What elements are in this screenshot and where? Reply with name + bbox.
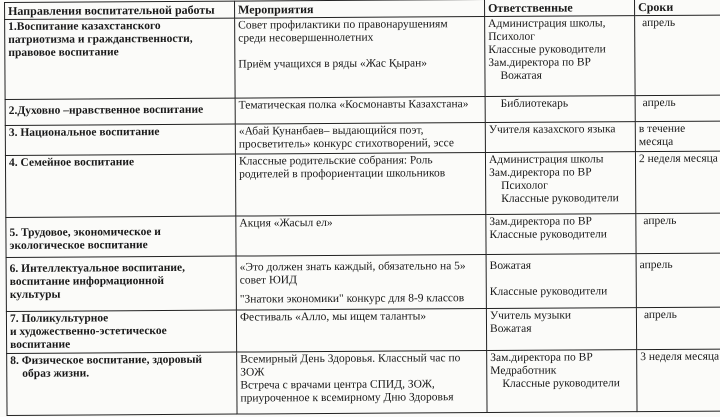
term-cell: апрель xyxy=(636,253,720,308)
term-cell: апрель xyxy=(635,15,720,96)
responsible-cell: Учителя казахского языка xyxy=(485,122,635,153)
table-row xyxy=(5,151,720,217)
events-cell: Классные родительские собрания: Роль родителей в профориентации школьников xyxy=(235,153,485,217)
table-row xyxy=(6,213,720,257)
direction-cell: 4. Семейное воспитание xyxy=(5,154,235,217)
term-cell: в течение месяца xyxy=(635,121,720,152)
responsible-cell: Учитель музыки Вожатая xyxy=(486,308,636,351)
events-cell: «Это должен знать каждый, обязательно на 5» совет ЮИД "Знатоки экономики" конкурс для 8-9 классов xyxy=(236,255,486,311)
header-events: Мероприятия xyxy=(235,0,485,18)
direction-cell: 5. Трудовое, экономическое и экологическое воспитание xyxy=(6,216,236,257)
direction-cell: 1.Воспитание казахстанского патриотизма и гражданственности, правовое воспитание xyxy=(5,18,235,99)
events-cell: «Абай Кунанбаев– выдающийся поэт, просветитель» конкурс стихотворений, эссе xyxy=(235,123,485,155)
responsible-cell: Вожатая Классные руководители xyxy=(486,254,636,309)
direction-cell: 3. Национальное воспитание xyxy=(5,124,235,155)
events-cell: Акция «Жасыл ел» xyxy=(236,215,486,257)
table-row xyxy=(7,349,720,415)
direction-cell: 7. Поликультурное и художественно-эстетическое воспитание xyxy=(6,310,236,353)
term-cell: апрель xyxy=(636,307,720,350)
table-row xyxy=(5,15,720,99)
direction-cell: 6. Интеллектуальное воспитание, воспитание информационной культуры xyxy=(6,256,236,311)
events-cell: Тематическая полка «Космонавты Казахстана» xyxy=(235,97,485,125)
direction-cell: 2.Духовно –нравственное воспитание xyxy=(5,98,235,125)
responsible-cell: Библиотекарь xyxy=(485,96,635,123)
responsible-cell: Зам.директора по ВР Классные руководители xyxy=(486,214,636,255)
table-row xyxy=(6,307,720,353)
direction-cell: 8. Физическое воспитание, здоровый образ жизни. xyxy=(7,352,237,415)
term-cell: 2 неделя месяца xyxy=(635,151,720,214)
plan-table xyxy=(4,0,720,416)
header-responsible: Ответственные xyxy=(485,0,635,17)
term-cell: апрель xyxy=(636,213,720,254)
header-direction: Направления воспитательной работы xyxy=(5,1,235,19)
responsible-cell: Администрация школы Зам.директора по ВР Психолог Классные руководители xyxy=(485,152,635,215)
term-cell: апрель xyxy=(635,95,720,122)
events-cell: Всемирный День Здоровья. Классный час по ЗОЖ Встреча с врачами центра СПИД, ЗОЖ, приуроченное к всемирному Дню Здоровья xyxy=(237,351,487,415)
responsible-cell: Зам.директора по ВР Медработник Классные руководители xyxy=(487,350,637,413)
responsible-cell: Администрация школы, Психолог Классные руководители Зам.директора по ВР Вожатая xyxy=(485,16,635,97)
table-row xyxy=(5,121,720,155)
events-cell: Совет профилактики по правонарушениям среди несовершеннолетних Приём учащихся в ряды «Жас Қыран» xyxy=(235,17,485,99)
term-cell: 3 неделя месяца xyxy=(637,349,720,412)
header-term: Сроки xyxy=(635,0,720,16)
table-row xyxy=(6,253,720,311)
events-cell: Фестиваль «Алло, мы ищем таланты» xyxy=(236,309,486,353)
